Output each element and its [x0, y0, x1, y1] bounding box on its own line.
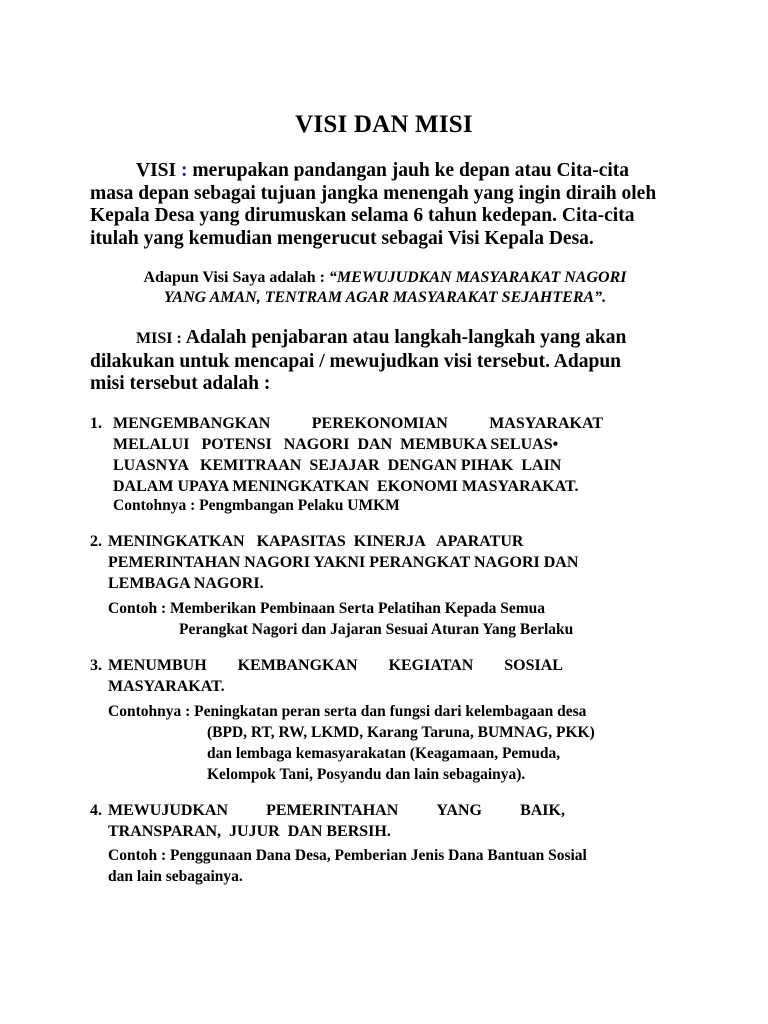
example-line: Kelompok Tani, Posyandu dan lain sebagainya). — [207, 766, 526, 783]
item-word: BAIK, — [520, 802, 565, 819]
page-title: VISI DAN MISI — [295, 111, 473, 138]
example-line: Penggunaan Dana Desa, Pemberian Jenis Dana Bantuan Sosial — [170, 847, 587, 864]
item-line: LEMBAGA NAGORI. — [108, 575, 264, 592]
visi-paragraph — [90, 160, 690, 250]
item-number: 1. — [90, 415, 102, 432]
item-word: PEREKONOMIAN — [311, 415, 448, 432]
misi-label: MISI : — [136, 330, 186, 347]
misi-line-2: dilakukan untuk mencapai / mewujudkan visi tersebut. Adapun — [90, 350, 622, 372]
item-number: 4. — [90, 802, 102, 819]
item-word: SOSIAL — [504, 657, 563, 674]
misi-paragraph — [90, 327, 690, 396]
item-line — [113, 413, 603, 434]
item-line: TRANSPARAN, JUJUR DAN BERSIH. — [108, 823, 391, 840]
example-label: Contohnya : — [113, 497, 200, 514]
example-label: Contoh : — [108, 847, 171, 864]
item-line: MENINGKATKAN KAPASITAS KINERJA APARATUR — [108, 533, 524, 550]
example-line: dan lain sebagainya. — [108, 868, 243, 885]
item-word: MEWUJUDKAN — [108, 802, 228, 819]
visi-line-3: Kepala Desa yang dirumuskan selama 6 tahun kedepan. Cita-cita — [90, 205, 635, 226]
example-label: Contohnya : — [108, 703, 195, 720]
item-2-example — [108, 598, 573, 640]
visi-statement — [90, 268, 680, 308]
item-number: 2. — [90, 533, 102, 550]
visi-statement-intro: Adapun Visi Saya adalah : — [143, 269, 329, 286]
item-number: 3. — [90, 657, 102, 674]
example-line: dan lembaga kemasyarakatan (Keagamaan, Pemuda, — [207, 745, 561, 762]
item-word: KEGIATAN — [388, 657, 474, 674]
item-line: MASYARAKAT. — [108, 678, 225, 695]
example-line: Peningkatan peran serta dan fungsi dari kelembagaan desa — [194, 703, 587, 720]
visi-line-2: masa depan sebagai tujuan jangka menengah yang ingin diraih oleh — [90, 182, 657, 204]
item-line: MELALUI POTENSI NAGORI DAN MEMBUKA SELUAS• — [113, 436, 559, 453]
item-line: LUASNYA KEMITRAAN SEJAJAR DENGAN PIHAK LAIN — [113, 457, 562, 474]
item-line — [108, 655, 563, 676]
visi-line-1: merupakan pandangan jauh ke depan atau Cita-cita — [192, 160, 630, 181]
example-label: Contoh : — [108, 600, 171, 617]
misi-line-1: Adalah penjabaran atau langkah-langkah yang akan — [185, 327, 627, 348]
example-line: Memberikan Pembinaan Serta Pelatihan Kepada Semua — [170, 600, 546, 617]
item-word: YANG — [436, 802, 482, 819]
item-word: MENGEMBANGKAN — [113, 415, 271, 432]
visi-statement-quote-2: YANG AMAN, TENTRAM AGAR MASYARAKAT SEJAHTERA”. — [163, 289, 607, 306]
item-line — [108, 800, 565, 821]
example-line: Pengmbangan Pelaku UMKM — [199, 497, 400, 514]
visi-line-4: itulah yang kemudian mengerucut sebagai Visi Kepala Desa. — [90, 227, 594, 249]
item-word: PEMERINTAHAN — [266, 802, 399, 819]
item-word: MASYARAKAT — [489, 415, 603, 432]
visi-colon: : — [176, 160, 193, 181]
example-line: Perangkat Nagori dan Jajaran Sesuai Aturan Yang Berlaku — [179, 621, 574, 638]
visi-statement-quote-1: “MEWUJUDKAN MASYARAKAT NAGORI — [328, 269, 627, 286]
visi-label: VISI — [136, 160, 177, 181]
item-word: MENUMBUH — [108, 657, 207, 674]
item-4-example — [108, 845, 587, 887]
item-1-example — [113, 495, 400, 516]
item-line: PEMERINTAHAN NAGORI YAKNI PERANGKAT NAGORI DAN — [108, 554, 579, 571]
item-word: KEMBANGKAN — [237, 657, 358, 674]
misi-line-3: misi tersebut adalah : — [90, 373, 271, 394]
example-line: (BPD, RT, RW, LKMD, Karang Taruna, BUMNAG, PKK) — [207, 724, 595, 741]
item-line: DALAM UPAYA MENINGKATKAN EKONOMI MASYARAKAT. — [113, 478, 579, 495]
item-3-example — [108, 701, 595, 785]
